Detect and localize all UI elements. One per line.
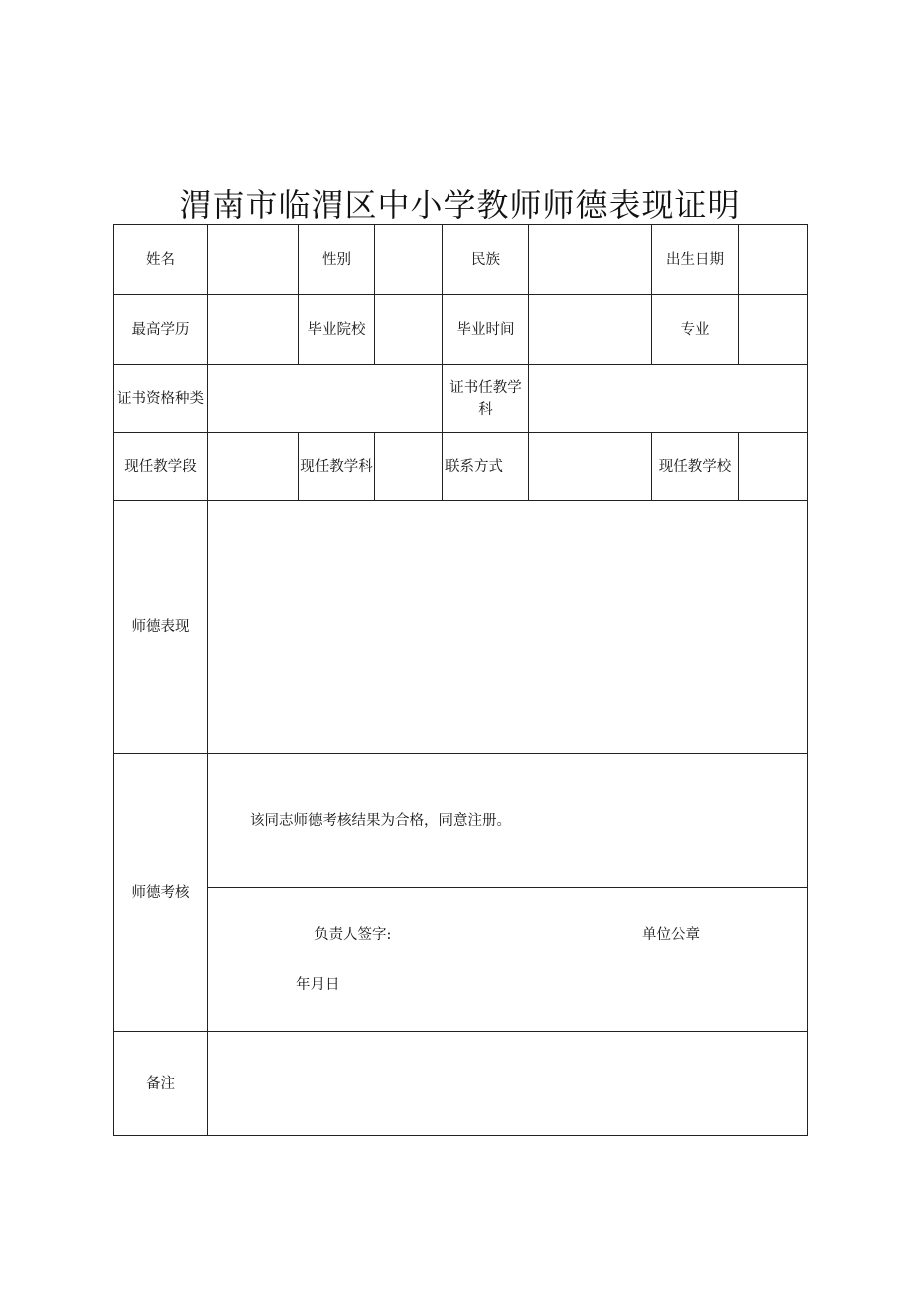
contact-field[interactable]: [529, 433, 652, 501]
row-ethics-performance: [114, 501, 808, 754]
page-title: 渭南市临渭区中小学教师师德表现证明: [179, 186, 741, 224]
birthdate-field[interactable]: [739, 225, 808, 295]
unit-seal-label: 单位公章: [642, 927, 700, 943]
teaching-school-field[interactable]: [739, 433, 808, 501]
row-remarks: [114, 1032, 808, 1136]
ethics-review-label: 师德考核: [114, 754, 208, 1032]
signature-label: 负责人签字:: [314, 927, 392, 943]
remarks-label: 备注: [114, 1032, 208, 1136]
education-field[interactable]: [208, 295, 299, 365]
ethics-review-result-text: 该同志师德考核结果为合格，同意注册。: [250, 813, 511, 829]
ethics-review-block: [208, 754, 807, 1031]
row-ethics-review: [114, 754, 808, 1032]
graduation-time-field[interactable]: [529, 295, 652, 365]
graduate-school-field[interactable]: [375, 295, 443, 365]
major-label: 专业: [652, 295, 739, 365]
ethics-performance-label: 师德表现: [114, 501, 208, 754]
graduation-time-label: 毕业时间: [443, 295, 529, 365]
row-certificate: [114, 365, 808, 433]
teaching-stage-field[interactable]: [208, 433, 299, 501]
certificate-type-field[interactable]: [208, 365, 443, 433]
ethics-certificate-form: [113, 224, 807, 1135]
teaching-subject-field[interactable]: [375, 433, 443, 501]
education-label: 最高学历: [114, 295, 208, 365]
ethics-review-result-area: [208, 754, 807, 888]
ethnicity-label: 民族: [443, 225, 529, 295]
date-label: 年月日: [296, 977, 340, 993]
row-education: [114, 295, 808, 365]
ethics-review-content: [208, 754, 808, 1032]
major-field[interactable]: [739, 295, 808, 365]
gender-field[interactable]: [375, 225, 443, 295]
row-current-teaching: [114, 433, 808, 501]
teaching-school-label: 现任教学校: [652, 433, 739, 501]
ethics-performance-field[interactable]: [208, 501, 808, 754]
contact-label: 联系方式: [443, 433, 529, 501]
teaching-subject-label: 现任教学科: [299, 433, 375, 501]
birthdate-label: 出生日期: [652, 225, 739, 295]
teaching-stage-label: 现任教学段: [114, 433, 208, 501]
certificate-subject-field[interactable]: [529, 365, 808, 433]
certificate-subject-label: 证书任教学科: [443, 365, 529, 433]
certificate-type-label: 证书资格种类: [114, 365, 208, 433]
name-label: 姓名: [114, 225, 208, 295]
graduate-school-label: 毕业院校: [299, 295, 375, 365]
row-basic-info: [114, 225, 808, 295]
ethnicity-field[interactable]: [529, 225, 652, 295]
name-field[interactable]: [208, 225, 299, 295]
remarks-field[interactable]: [208, 1032, 808, 1136]
form-table: [113, 224, 808, 1136]
gender-label: 性别: [299, 225, 375, 295]
